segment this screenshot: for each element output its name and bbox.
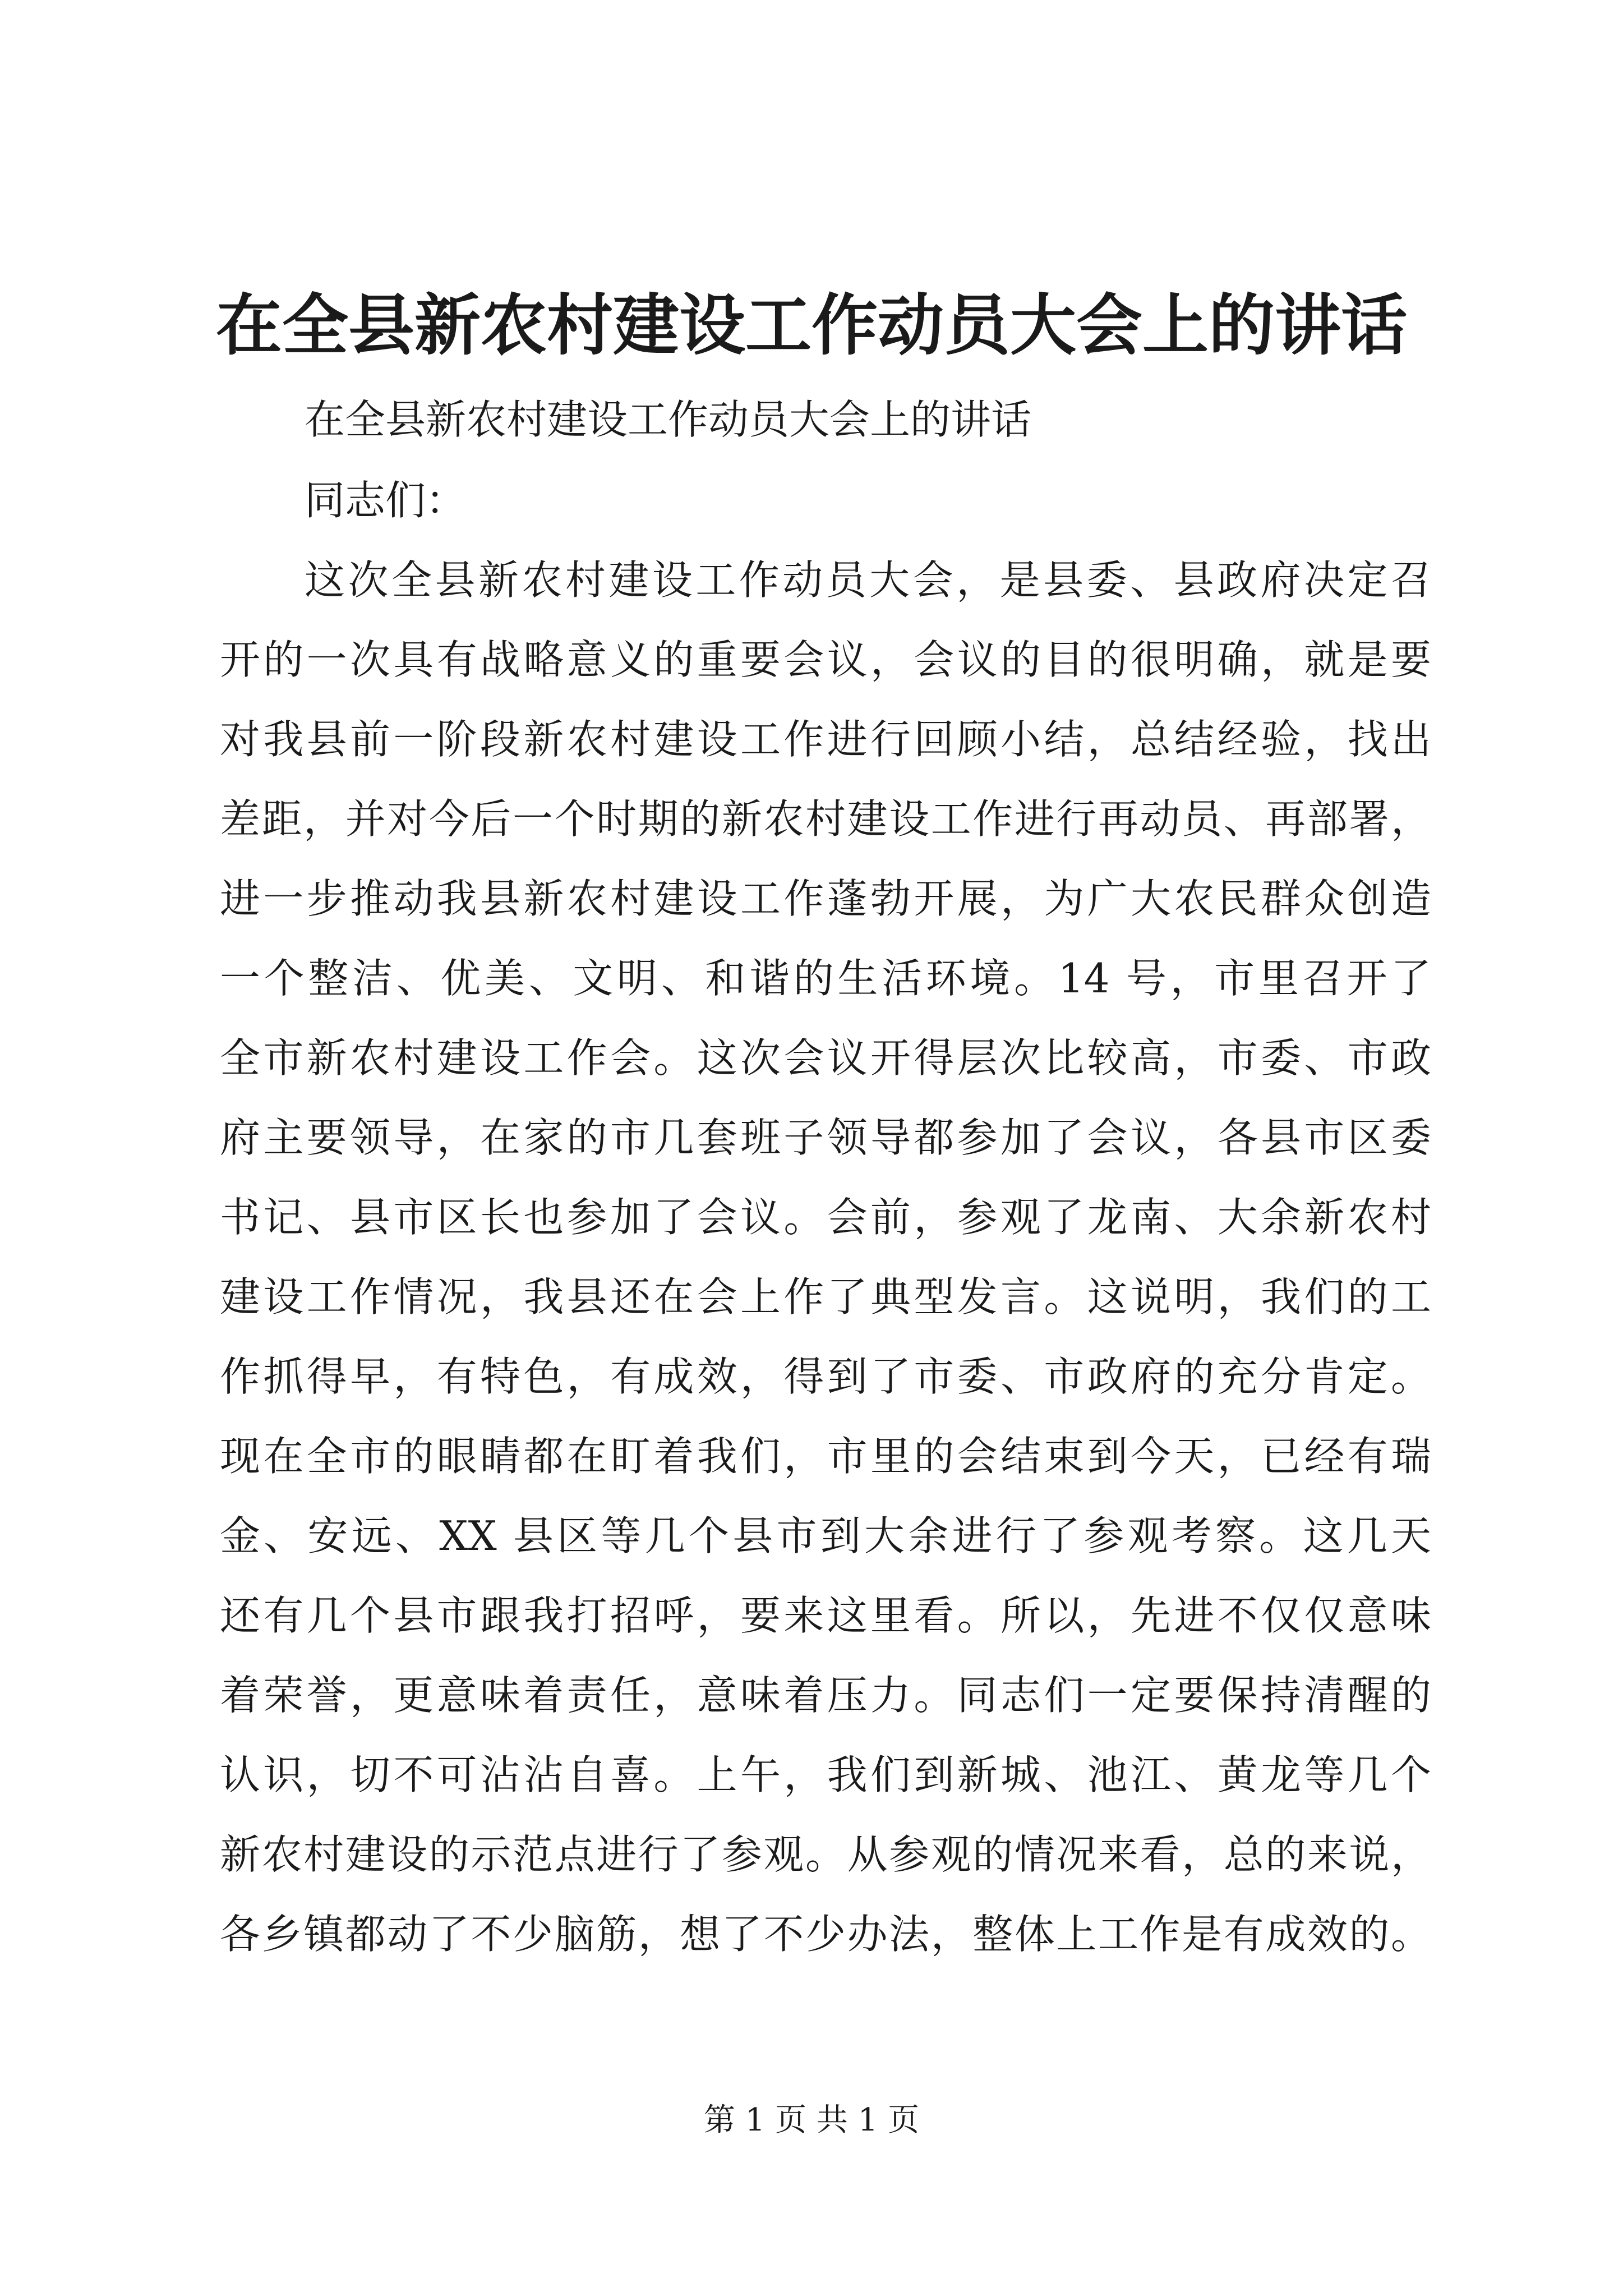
body-line: 还有几个县市跟我打招呼，要来这里看。所以，先进不仅仅意味 xyxy=(220,1592,1431,1639)
body-line: 现在全市的眼睛都在盯着我们，市里的会结束到今天，已经有瑞 xyxy=(220,1433,1431,1480)
body-line: 认识，切不可沾沾自喜。上午，我们到新城、池江、黄龙等几个 xyxy=(220,1751,1431,1798)
body-line: 全市新农村建设工作会。这次会议开得层次比较高，市委、市政 xyxy=(220,1034,1431,1082)
body-line: 作抓得早，有特色，有成效，得到了市委、市政府的充分肯定。 xyxy=(220,1353,1431,1400)
body-line: 差距，并对今后一个时期的新农村建设工作进行再动员、再部署， xyxy=(220,795,1431,843)
body-line: 一个整洁、优美、文明、和谐的生活环境。14 号，市里召开了 xyxy=(220,955,1431,1002)
document-subtitle: 在全县新农村建设工作动员大会上的讲话 xyxy=(305,396,1032,443)
document-title: 在全县新农村建设工作动员大会上的讲话 xyxy=(215,286,1407,364)
salutation: 同志们： xyxy=(305,477,467,524)
body-line: 开的一次具有战略意义的重要会议，会议的目的很明确，就是要 xyxy=(220,636,1431,683)
body-line: 书记、县市区长也参加了会议。会前，参观了龙南、大余新农村 xyxy=(220,1194,1431,1241)
body-line: 着荣誉，更意味着责任，意味着压力。同志们一定要保持清醒的 xyxy=(220,1672,1431,1719)
body-line: 这次全县新农村建设工作动员大会，是县委、县政府决定召 xyxy=(305,556,1431,604)
body-line: 建设工作情况，我县还在会上作了典型发言。这说明，我们的工 xyxy=(220,1273,1431,1320)
body-line: 金、安远、XX 县区等几个县市到大余进行了参观考察。这几天 xyxy=(220,1512,1431,1559)
page-footer: 第 1 页 共 1 页 xyxy=(703,2102,920,2138)
body-line: 各乡镇都动了不少脑筋，想了不少办法，整体上工作是有成效的。 xyxy=(220,1911,1431,1958)
body-line: 对我县前一阶段新农村建设工作进行回顾小结，总结经验，找出 xyxy=(220,716,1431,763)
body-line: 进一步推动我县新农村建设工作蓬勃开展，为广大农民群众创造 xyxy=(220,875,1431,922)
body-line: 府主要领导，在家的市几套班子领导都参加了会议，各县市区委 xyxy=(220,1114,1431,1161)
body-line: 新农村建设的示范点进行了参观。从参观的情况来看，总的来说， xyxy=(220,1831,1431,1878)
